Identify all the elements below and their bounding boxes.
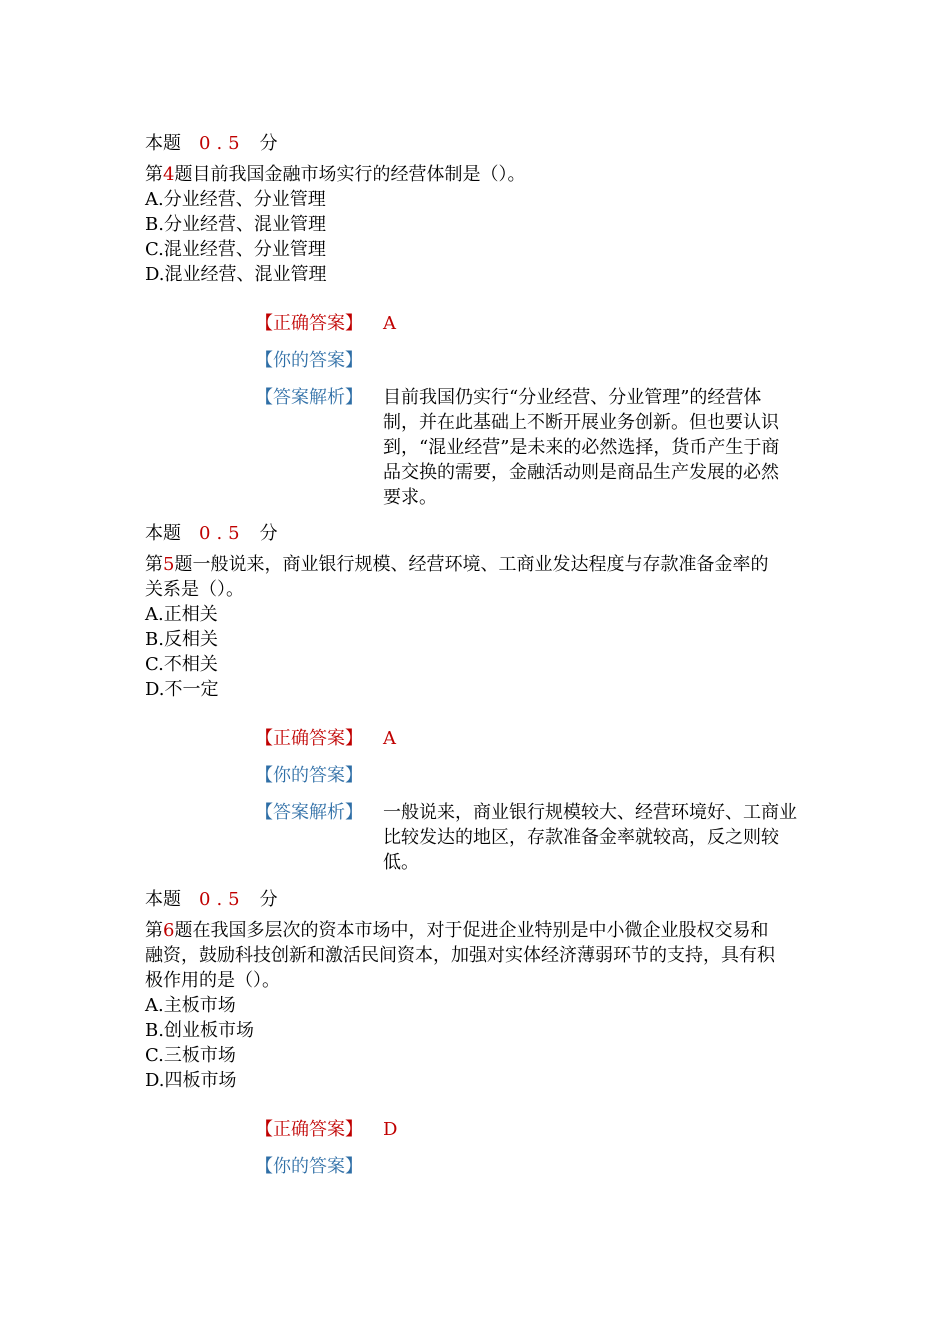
option-d: D.不一定 — [145, 679, 219, 700]
answer-block-5 — [255, 726, 797, 873]
score-prefix: 本题 — [145, 133, 181, 154]
score-prefix: 本题 — [145, 889, 181, 910]
analysis-line: 制，并在此基础上不断开展业务创新。但也要认识 — [383, 412, 779, 433]
analysis-line: 到，“混业经营”是未来的必然选择，货币产生于商 — [383, 437, 780, 458]
correct-answer-label: 【正确答案】 — [255, 1119, 363, 1140]
analysis-label: 【答案解析】 — [255, 802, 363, 823]
question-prefix: 第 — [145, 554, 163, 575]
correct-answer-label: 【正确答案】 — [255, 728, 363, 749]
analysis-text — [383, 800, 808, 875]
your-answer-label: 【你的答案】 — [255, 765, 363, 786]
correct-answer-label: 【正确答案】 — [255, 313, 363, 334]
question-prefix: 第 — [145, 920, 163, 941]
question-body: 题目前我国金融市场实行的经营体制是（）。 — [174, 164, 526, 185]
option-a: A.主板市场 — [145, 995, 236, 1016]
question-text — [145, 918, 815, 993]
your-answer-label: 【你的答案】 — [255, 350, 363, 371]
question-number: 6 — [163, 920, 175, 941]
analysis-line: 低。 — [383, 852, 419, 873]
question-prefix: 第 — [145, 164, 163, 185]
option-b: B.创业板市场 — [145, 1020, 254, 1041]
your-answer-row — [255, 763, 363, 788]
analysis-line: 要求。 — [383, 487, 437, 508]
question-body: 题一般说来，商业银行规模、经营环境、工商业发达程度与存款准备金率的 — [174, 554, 769, 575]
option-a: A.分业经营、分业管理 — [145, 189, 326, 210]
analysis-row — [255, 800, 797, 873]
score-line — [145, 521, 815, 546]
option-c: C.混业经营、分业管理 — [145, 239, 326, 260]
correct-answer-value: A — [383, 313, 396, 334]
correct-answer-value: A — [383, 728, 396, 749]
score-suffix: 分 — [259, 889, 278, 910]
correct-answer-row — [255, 311, 396, 336]
option-d: D.四板市场 — [145, 1070, 237, 1091]
score-value: 0.5 — [199, 523, 246, 544]
score-line — [145, 887, 815, 912]
question-number: 5 — [163, 554, 175, 575]
correct-answer-value: D — [383, 1119, 398, 1140]
option-b: B.反相关 — [145, 629, 218, 650]
score-value: 0.5 — [199, 133, 246, 154]
question-block-5 — [145, 521, 815, 702]
question-body-line: 关系是（）。 — [145, 579, 244, 600]
question-text — [145, 552, 815, 602]
your-answer-row — [255, 348, 363, 373]
answer-block-6 — [255, 1117, 398, 1179]
your-answer-label: 【你的答案】 — [255, 1156, 363, 1177]
correct-answer-row — [255, 1117, 398, 1142]
question-body-line: 极作用的是（）。 — [145, 970, 280, 991]
option-c: C.三板市场 — [145, 1045, 236, 1066]
score-suffix: 分 — [259, 523, 278, 544]
option-c: C.不相关 — [145, 654, 218, 675]
analysis-line: 目前我国仍实行“分业经营、分业管理”的经营体 — [383, 387, 762, 408]
answer-block-4 — [255, 311, 780, 508]
score-prefix: 本题 — [145, 523, 181, 544]
question-block-6 — [145, 887, 815, 1093]
question-text — [145, 162, 815, 187]
score-suffix: 分 — [259, 133, 278, 154]
question-body-line: 融资，鼓励科技创新和激活民间资本，加强对实体经济薄弱环节的支持，具有积 — [145, 945, 775, 966]
correct-answer-row — [255, 726, 396, 751]
analysis-label: 【答案解析】 — [255, 387, 363, 408]
score-line — [145, 131, 815, 156]
option-b: B.分业经营、混业管理 — [145, 214, 326, 235]
analysis-line: 一般说来，商业银行规模较大、经营环境好、工商业 — [383, 802, 797, 823]
question-block-4 — [145, 131, 815, 287]
analysis-line: 比较发达的地区，存款准备金率就较高，反之则较 — [383, 827, 779, 848]
analysis-line: 品交换的需要，金融活动则是商品生产发展的必然 — [383, 462, 779, 483]
option-a: A.正相关 — [145, 604, 218, 625]
option-d: D.混业经营、混业管理 — [145, 264, 327, 285]
question-body: 题在我国多层次的资本市场中，对于促进企业特别是中小微企业股权交易和 — [174, 920, 769, 941]
your-answer-row — [255, 1154, 363, 1179]
analysis-text — [383, 385, 808, 510]
question-number: 4 — [163, 164, 175, 185]
analysis-row — [255, 385, 780, 508]
score-value: 0.5 — [199, 889, 246, 910]
